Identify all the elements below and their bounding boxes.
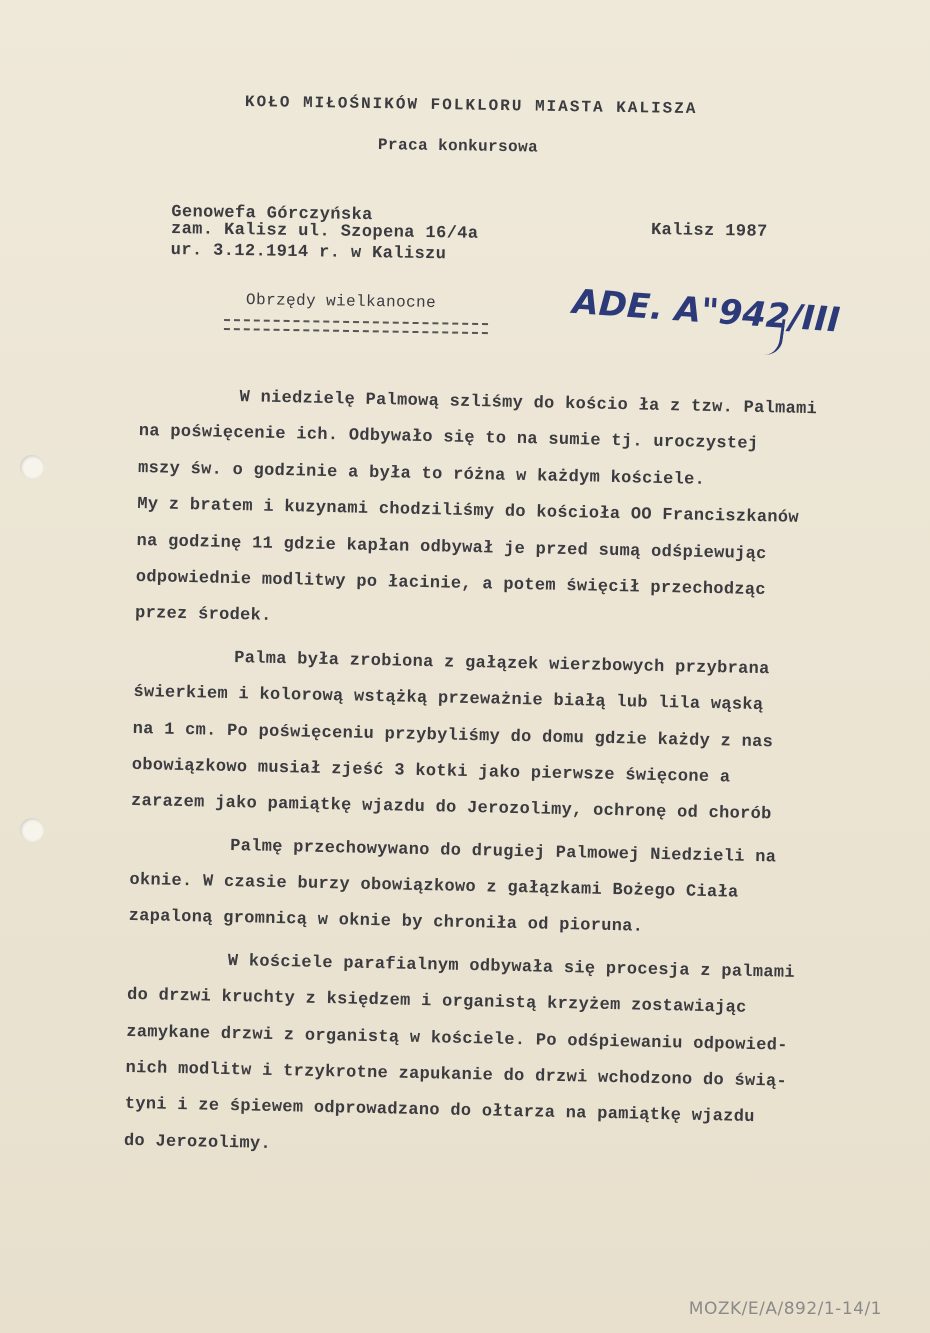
document-body [124, 378, 900, 1176]
text-line: do Jerozolimy. [123, 1131, 272, 1154]
paragraph-4 [124, 942, 888, 1176]
author-block [171, 204, 479, 264]
author-birth: ur. 3.12.1914 r. w Kaliszu [170, 240, 447, 265]
text-line: na poświęcenie ich. Odbywało się to na sumie tj. uroczystej [138, 422, 759, 455]
text-line: My z bratem i kuzynami chodziliśmy do kościoła OO Franciszkanów [137, 495, 800, 528]
document-title: Obrzędy wielkanocne [245, 291, 437, 312]
text-line: odpowiednie modlitwy po łacinie, a potem święcił przechodząc [135, 567, 766, 601]
text-line: do drzwi kruchty z księdzem i organistą krzyżem zostawiając [126, 986, 747, 1019]
text-line: na 1 cm. Po poświęceniu przybyliśmy do domu gdzie każdy z nas [132, 719, 774, 752]
text-line: na godzinę 11 gdzie kapłan odbywał je przed sumą odśpiewując [136, 531, 767, 564]
paragraph-1 [135, 378, 900, 649]
text-line: zapaloną gromnicą w oknie by chroniła od pioruna. [128, 907, 644, 938]
place-date: Kalisz 1987 [650, 221, 768, 242]
text-line: W niedzielę Palmową szliśmy do kościo ła z tzw. Palmami [239, 388, 818, 420]
text-line: nich modlitw i trzykrotne zapukanie do drzwi wchodzono do świą- [125, 1058, 788, 1092]
paragraph-2 [131, 639, 895, 837]
text-line: świerkiem i kolorową wstążką przeważnie białą lub lila wąską [133, 683, 764, 716]
paragraph-3 [128, 827, 890, 952]
text-line: przez środek. [134, 604, 272, 627]
title-underline [224, 319, 488, 334]
author-address: zam. Kalisz ul. Szopena 16/4a [170, 220, 479, 244]
text-line: W kościele parafialnym odbywała się procesja z palmami [227, 951, 795, 983]
text-line: oknie. W czasie burzy obowiązkowo z gałązkami Bożego Ciała [129, 870, 739, 903]
document-subtitle: Praca konkursowa [377, 136, 539, 157]
punch-hole-bottom [20, 818, 44, 842]
handwritten-underline-mark [763, 317, 785, 357]
text-line: zarazem jako pamiątkę wjazdu do Jerozolimy, ochronę od chorób [130, 792, 772, 825]
text-line: Palmę przechowywano do drugiej Palmowej Niedzieli na [230, 836, 777, 868]
organization-header: KOŁO MIŁOŚNIKÓW FOLKLORU MIASTA KALISZA [244, 93, 698, 119]
text-line: zamykane drzwi z organistą w kościele. Po odśpiewaniu odpowied- [126, 1022, 788, 1056]
catalog-number: MOZK/E/A/892/1-14/1 [688, 1299, 882, 1319]
author-name: Genowefa Górczyńska [171, 203, 373, 226]
text-line: obowiązkowo musiał zjeść 3 kotki jako pierwsze święcone a [131, 755, 731, 788]
punch-hole-top [20, 455, 44, 479]
text-line: Palma była zrobiona z gałązek wierzbowych przybrana [233, 648, 770, 679]
text-line: mszy św. o godzinie a była to różna w każdym kościele. [137, 458, 706, 490]
archive-stamp: ADE. A"942/III [571, 282, 842, 341]
text-line: tyni i ze śpiewem odprowadzano do ołtarza na pamiątkę wjazdu [124, 1095, 755, 1128]
